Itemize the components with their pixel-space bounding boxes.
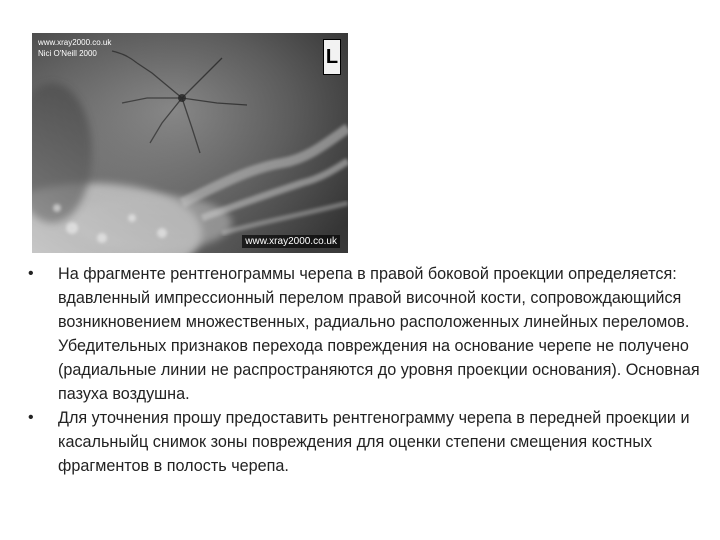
recommendation-item (28, 406, 700, 478)
watermark-top (38, 37, 111, 59)
recommendation-text: Для уточнения прошу предоставить рентгенограмму черепа в передней проекции и касальныйц снимок зоны повреждения для оценки степени смещения костных фрагментов в полость черепа. (58, 409, 690, 475)
watermark-top-line2: Nici O'Neill 2000 (38, 49, 97, 58)
finding-text: На фрагменте рентгенограммы черепа в правой боковой проекции определяется: вдавленный импрессионный перелом правой височной кости, сопровождающийся возникновением множественных, радиально расположенных линейных переломов. Убедительных признаков перехода повреждения на основание черепе не получено (радиальные линии не распространяются до уровня проекции основания). Основная пазуха воздушна. (58, 265, 700, 403)
finding-item (28, 262, 700, 406)
bullet-icon: • (28, 265, 34, 282)
skull-xray-image (32, 33, 348, 253)
watermark-top-line1: www.xray2000.co.uk (38, 38, 112, 47)
side-marker: L (323, 39, 341, 75)
bullet-icon: • (28, 409, 34, 426)
xray-graphic (32, 33, 348, 253)
watermark-bottom: www.xray2000.co.uk (242, 235, 340, 248)
findings-list (28, 262, 700, 478)
